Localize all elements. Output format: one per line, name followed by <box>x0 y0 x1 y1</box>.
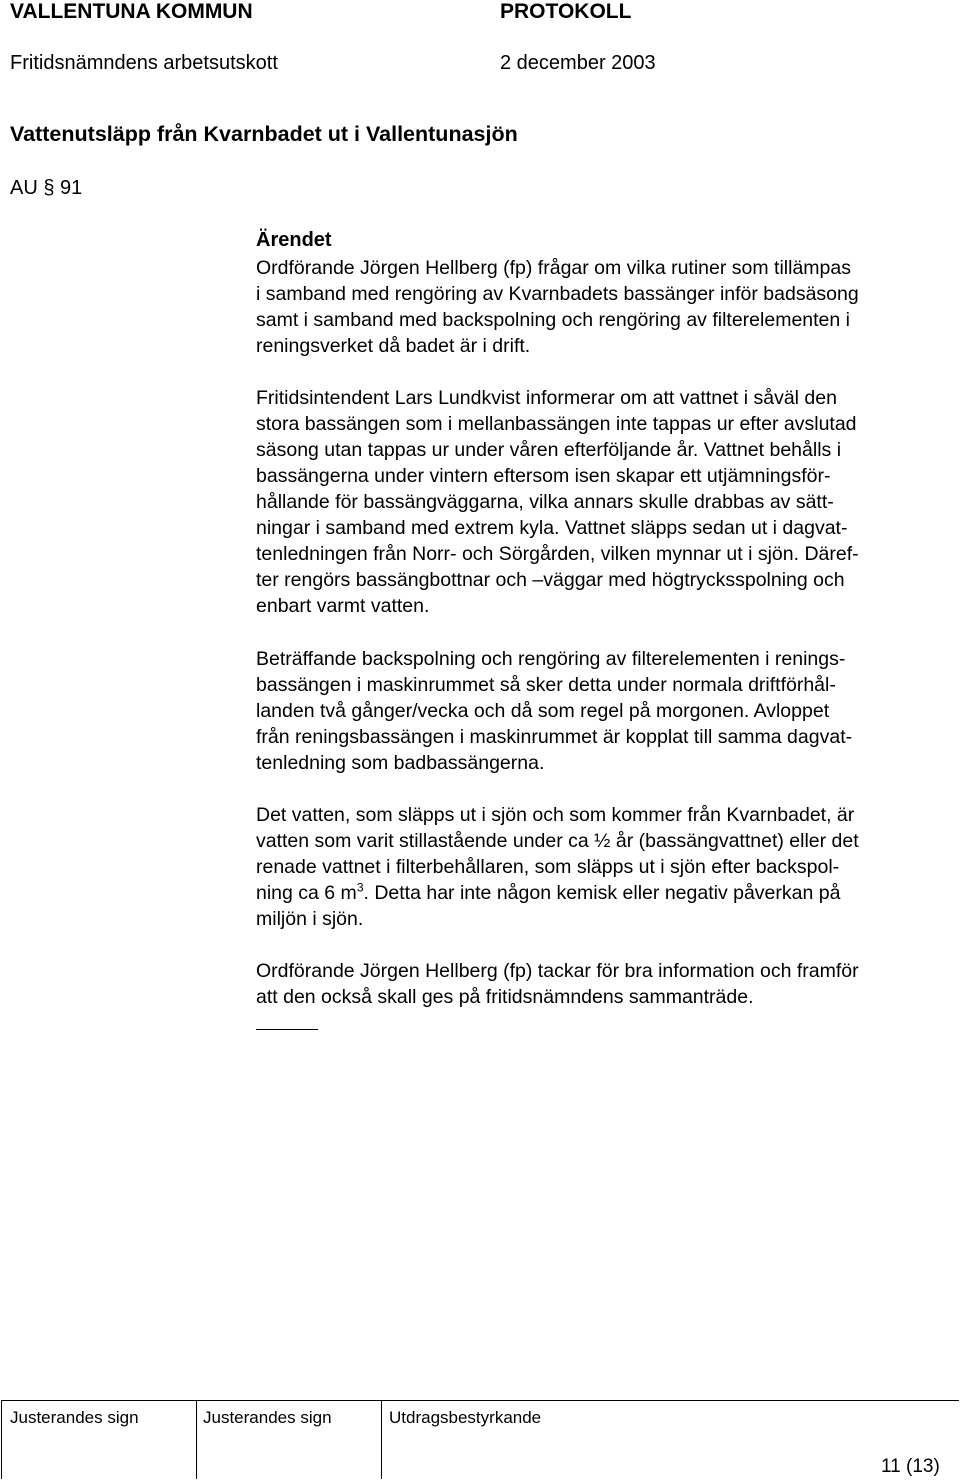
text-line: i samband med rengöring av Kvarnbadets bassänger inför badsäsong <box>256 283 859 305</box>
justerandes-sign-2: Justerandes sign <box>203 1408 332 1427</box>
page-title: Vattenutsläpp från Kvarnbadet ut i Vallentunasjön <box>10 122 518 146</box>
text-line: hållande för bassängväggarna, vilka annars skulle drabbas av sätt- <box>256 491 834 513</box>
text-line: ter rengörs bassängbottnar och –väggar med högtrycksspolning och <box>256 569 845 591</box>
text-line: Beträffande backspolning och rengöring av filterelementen i renings- <box>256 648 846 670</box>
text-line: reningsverket då badet är i drift. <box>256 335 531 357</box>
text-line: ningar i samband med extrem kyla. Vattnet släpps sedan ut i dagvat- <box>256 517 848 539</box>
end-rule <box>256 1029 318 1030</box>
organization-name: VALLENTUNA KOMMUN <box>10 0 253 23</box>
text-line: Ordförande Jörgen Hellberg (fp) tackar för bra information och framför <box>256 960 859 982</box>
text-line: från reningsbassängen i maskinrummet är kopplat till samma dagvat- <box>256 726 853 748</box>
document-type: PROTOKOLL <box>500 0 632 23</box>
utdragsbestyrkande: Utdragsbestyrkande <box>389 1408 542 1427</box>
text-line: stora bassängen som i mellanbassängen inte tappas ur efter avslutad <box>256 413 857 435</box>
text-line: miljön i sjön. <box>256 908 364 930</box>
text-line: enbart varmt vatten. <box>256 595 430 617</box>
text-line <box>256 880 840 906</box>
text-line: landen två gånger/vecka och då som regel på morgonen. Avloppet <box>256 700 830 722</box>
text-line: bassängerna under vintern eftersom isen skapar ett utjämningsför- <box>256 465 831 487</box>
text-line: tenledningen från Norr- och Sörgården, vilken mynnar ut i sjön. Däref- <box>256 543 859 565</box>
superscript: 3 <box>356 880 364 895</box>
justerandes-sign-1: Justerandes sign <box>10 1408 139 1427</box>
text-line: bassängen i maskinrummet så sker detta under normala driftförhål- <box>256 674 836 696</box>
text-segment: ning ca 6 m <box>256 882 357 904</box>
text-line: vatten som varit stillastående under ca ½ år (bassängvattnet) eller det <box>256 830 859 852</box>
text-line: Fritidsintendent Lars Lundkvist informerar om att vattnet i såväl den <box>256 387 837 409</box>
text-line: att den också skall ges på fritidsnämndens sammanträde. <box>256 986 754 1008</box>
arendet-heading: Ärendet <box>256 229 332 251</box>
footer-divider <box>196 1401 197 1479</box>
text-line: samt i samband med backspolning och rengöring av filterelementen i <box>256 309 850 331</box>
text-line: säsong utan tappas ur under våren efterföljande år. Vattnet behålls i <box>256 439 842 461</box>
page-number: 11 (13) <box>881 1456 940 1477</box>
footer-divider <box>381 1401 382 1479</box>
text-line: renade vattnet i filterbehållaren, som släpps ut i sjön efter backspol- <box>256 856 840 878</box>
committee-name: Fritidsnämndens arbetsutskott <box>10 52 278 74</box>
text-line: Det vatten, som släpps ut i sjön och som kommer från Kvarnbadet, är <box>256 804 855 826</box>
section-reference: AU § 91 <box>10 177 83 199</box>
text-line: tenledning som badbassängerna. <box>256 752 545 774</box>
text-line: Ordförande Jörgen Hellberg (fp) frågar om vilka rutiner som tillämpas <box>256 257 851 279</box>
meeting-date: 2 december 2003 <box>500 52 656 74</box>
text-segment: . Detta har inte någon kemisk eller negativ påverkan på <box>363 882 841 904</box>
